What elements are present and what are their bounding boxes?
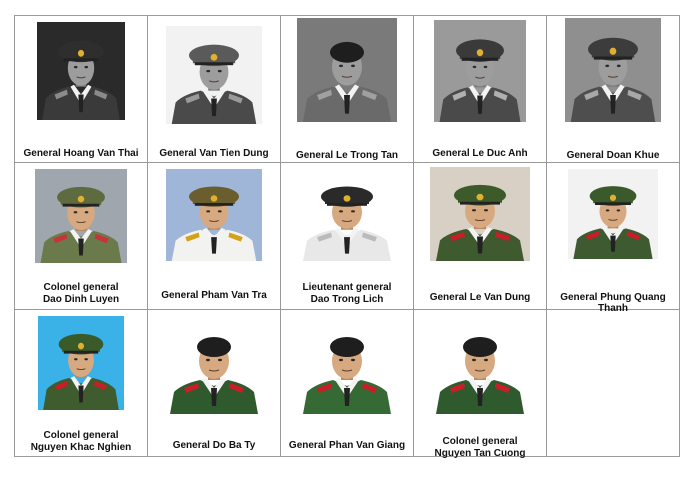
grid-cell: [547, 16, 680, 163]
portrait-caption-line2: Nguyen Tan Cuong: [434, 448, 526, 459]
portrait-caption-line1: General Phan Van Giang: [288, 440, 406, 451]
grid-cell: [15, 310, 148, 457]
portrait-photo: [430, 314, 530, 414]
grid-cell: [281, 16, 414, 163]
portrait-photo: [38, 316, 124, 410]
grid-cell: [148, 16, 281, 163]
portrait-caption-line2: Dao Trong Lich: [310, 294, 384, 305]
portrait-caption-line1: General Doan Khue: [566, 150, 660, 161]
portrait-caption-line1: General Van Tien Dung: [159, 148, 269, 159]
portrait-caption-line2: Nguyen Khac Nghien: [30, 442, 132, 453]
portrait-caption-line1: General Pham Van Tra: [161, 290, 267, 301]
portrait-caption-line2: Dao Dinh Luyen: [42, 294, 120, 305]
portrait-caption-line1: General Hoang Van Thai: [23, 148, 139, 159]
grid-cell: [15, 163, 148, 310]
portrait-photo: [35, 169, 127, 263]
empty-cell: [547, 310, 680, 457]
portrait-caption-line1: General Do Ba Ty: [172, 440, 256, 451]
grid-cell: [414, 16, 547, 163]
portrait-photo: [434, 20, 526, 122]
portrait-caption-line1: General Le Duc Anh: [432, 148, 528, 159]
portrait-photo: [37, 22, 125, 120]
grid-cell: [148, 163, 281, 310]
portrait-caption-line1: General Le Trong Tan: [295, 150, 399, 161]
portrait-caption-line1: Colonel general: [442, 436, 518, 447]
grid-cell: [15, 16, 148, 163]
portrait-photo: [565, 18, 661, 122]
grid-cell: [547, 163, 680, 314]
portrait-photo: [430, 167, 530, 261]
portrait-photo: [164, 314, 264, 414]
portrait-caption-line1: Lieutenant general: [302, 282, 392, 293]
grid-cell: [414, 163, 547, 310]
grid-cell: [148, 310, 281, 457]
portrait-photo: [297, 18, 397, 122]
portrait-photo: [166, 169, 262, 261]
portrait-photo: [297, 169, 397, 261]
portrait-grid: [14, 15, 680, 457]
portrait-caption-line1: Colonel general: [43, 430, 119, 441]
grid-cell: [414, 310, 547, 457]
portrait-caption-line1: Colonel general: [43, 282, 119, 293]
grid-cell: [281, 163, 414, 310]
portrait-caption-line1: General Le Van Dung: [429, 292, 531, 303]
portrait-photo: [568, 169, 658, 259]
grid-cell: [281, 310, 414, 457]
portrait-photo: [166, 26, 262, 124]
portrait-caption-line1: General Phung Quang Thanh: [560, 292, 666, 314]
portrait-photo: [297, 314, 397, 414]
